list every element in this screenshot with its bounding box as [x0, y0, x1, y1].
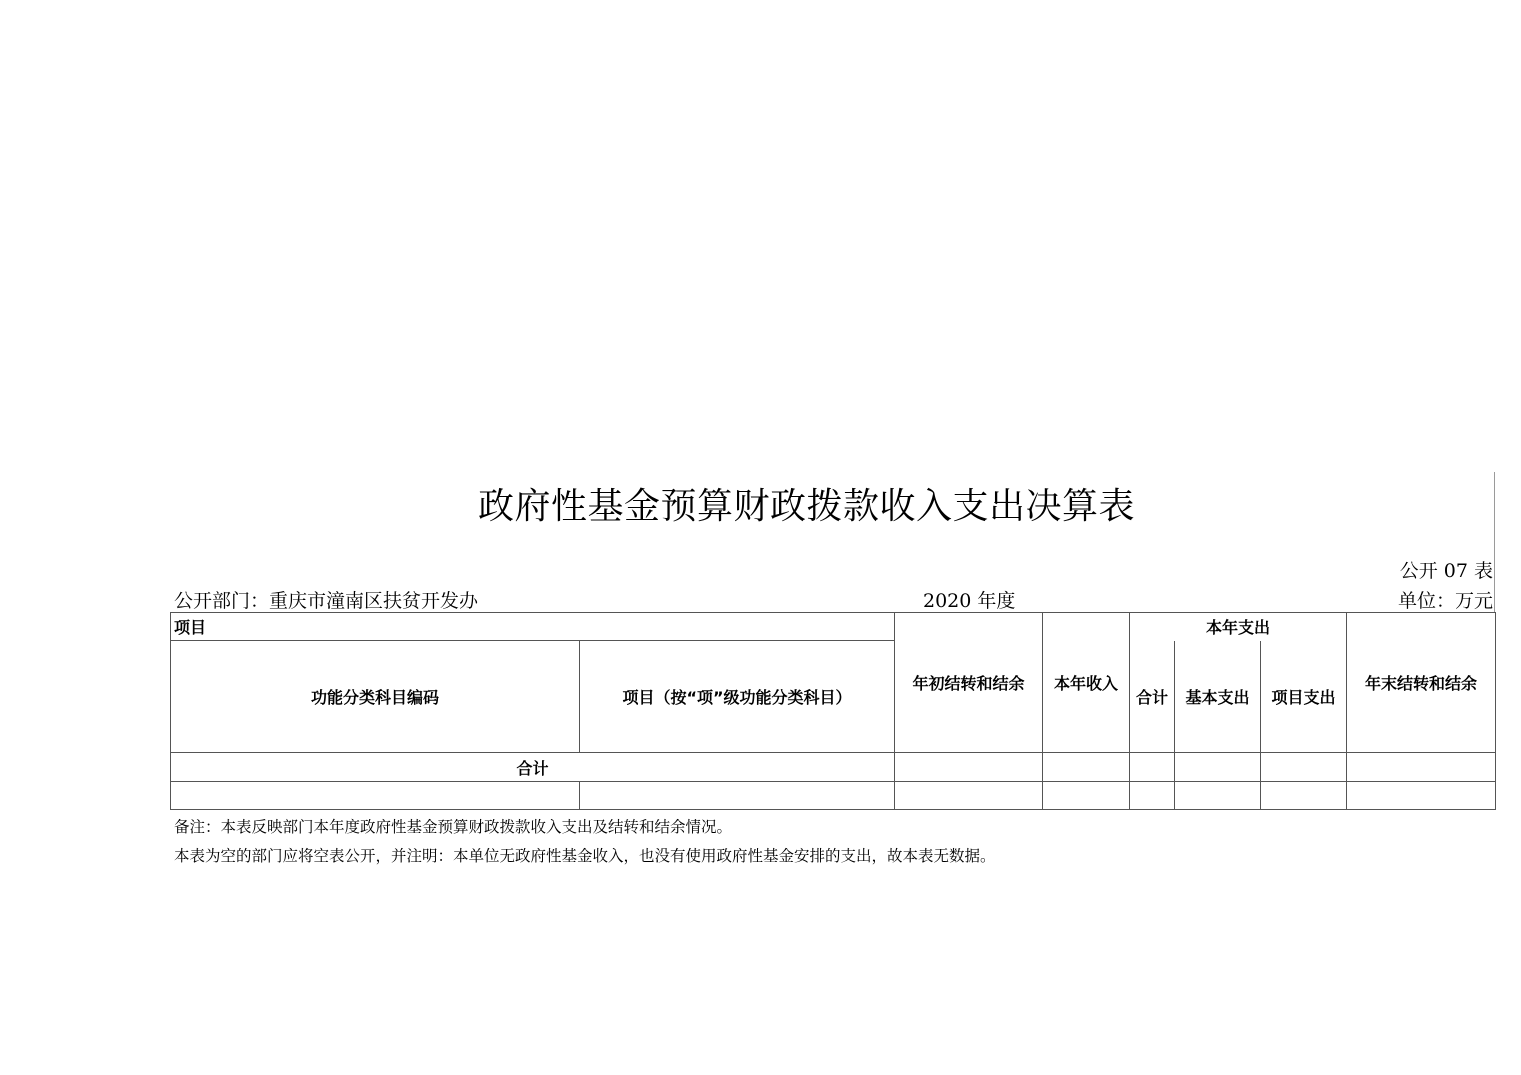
fund-budget-table	[170, 612, 1496, 810]
table-row	[171, 782, 1496, 810]
header-row-1	[171, 613, 1496, 641]
total-begin-balance	[895, 753, 1043, 782]
header-func-code: 功能分类科目编码	[171, 641, 580, 753]
header-expense-total: 合计	[1130, 641, 1175, 753]
report-title: 政府性基金预算财政拨款收入支出决算表	[478, 486, 1136, 527]
total-label: 合计	[171, 753, 895, 782]
header-expense-project: 项目支出	[1261, 641, 1347, 753]
page-right-rule	[1494, 472, 1495, 612]
header-item: 项目	[171, 613, 895, 641]
note-remark: 备注：本表反映部门本年度政府性基金预算财政拨款收入支出及结转和结余情况。	[174, 818, 733, 836]
header-begin-balance: 年初结转和结余	[895, 613, 1043, 753]
total-expense-basic	[1175, 753, 1261, 782]
form-number: 公开 07 表	[1399, 560, 1493, 582]
row-expense-project	[1261, 782, 1347, 810]
row-end-balance	[1347, 782, 1496, 810]
total-income	[1043, 753, 1130, 782]
row-expense-total	[1130, 782, 1175, 810]
table-row-total	[171, 753, 1496, 782]
unit-label: 单位：万元	[1397, 590, 1493, 612]
total-end-balance	[1347, 753, 1496, 782]
row-expense-basic	[1175, 782, 1261, 810]
total-expense-project	[1261, 753, 1347, 782]
header-end-balance: 年末结转和结余	[1347, 613, 1496, 753]
header-item-name: 项目（按“项”级功能分类科目）	[580, 641, 895, 753]
header-row-2	[171, 641, 1496, 753]
note-empty-table: 本表为空的部门应将空表公开，并注明：本单位无政府性基金收入，也没有使用政府性基金安排的支出，故本表无数据。	[174, 847, 996, 865]
row-income	[1043, 782, 1130, 810]
header-expense-group: 本年支出	[1130, 613, 1347, 641]
header-income: 本年收入	[1043, 613, 1130, 753]
row-begin-balance	[895, 782, 1043, 810]
row-func-code	[171, 782, 580, 810]
header-expense-basic: 基本支出	[1175, 641, 1261, 753]
total-expense-total	[1130, 753, 1175, 782]
fiscal-year: 2020 年度	[923, 590, 1016, 612]
row-item-name	[580, 782, 895, 810]
department-label: 公开部门：重庆市潼南区扶贫开发办	[174, 590, 479, 612]
